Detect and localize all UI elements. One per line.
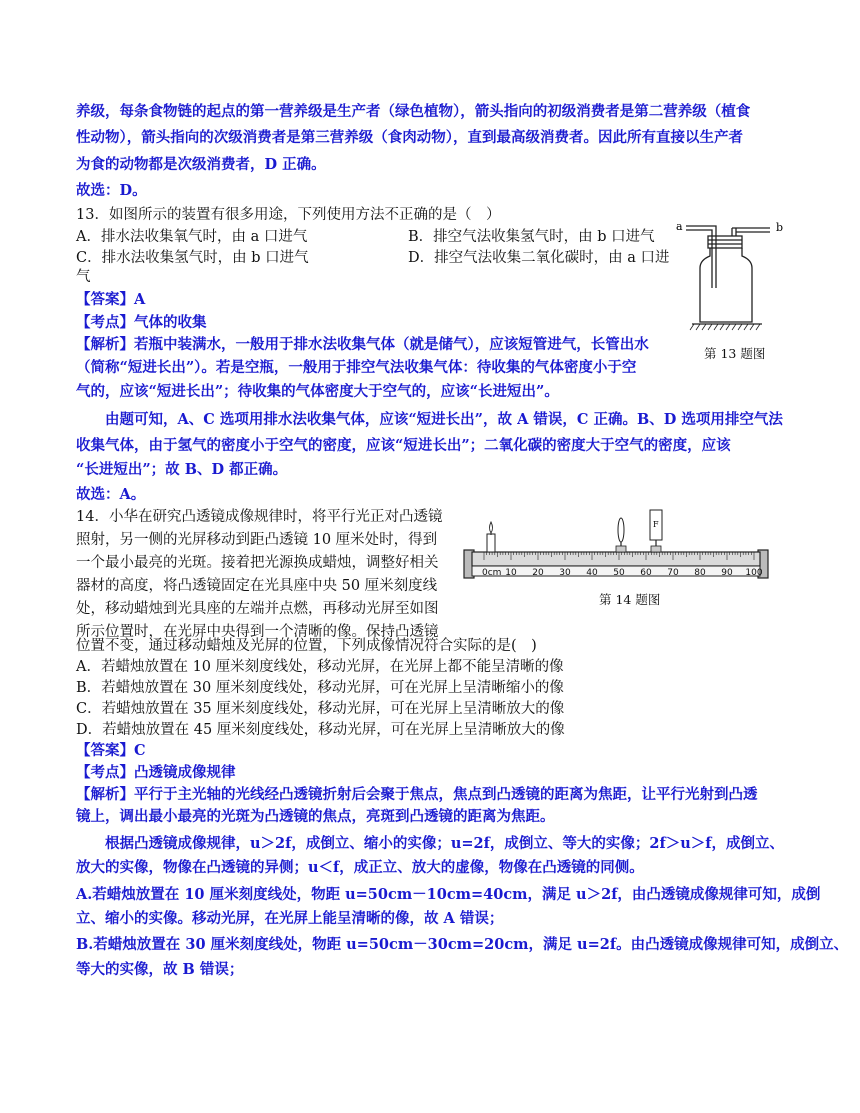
q14-option-c: C．若蜡烛放置在 35 厘米刻度线处，移动光屏，可在光屏上呈清晰放大的像 (76, 701, 565, 717)
bench-tick-label: 30 (559, 568, 571, 578)
q13-option-d-wrap: 气 (76, 269, 91, 285)
fig14-caption: 第 14 题图 (599, 592, 661, 607)
q13-answer: 【答案】A (76, 291, 146, 308)
q13-choice: 故选：A。 (76, 486, 146, 503)
q13-analysis-line-2: （简称“短进长出”）。若是空瓶，一般用于排空气法收集气体：待收集的气体密度小于空 (76, 359, 637, 376)
q13-stem: 13．如图所示的装置有很多用途，下列使用方法不正确的是（ ） (76, 207, 501, 223)
q13-analysis-line-1: 【解析】若瓶中装满水，一般用于排水法收集气体（就是储气），应该短管进气，长管出水 (76, 336, 649, 353)
q14-answer: 【答案】C (76, 742, 146, 759)
q13-point: 【考点】气体的收集 (76, 314, 207, 331)
q14-option-b: B．若蜡烛放置在 30 厘米刻度线处，移动光屏，可在光屏上呈清晰缩小的像 (76, 680, 564, 696)
q14-point: 【考点】凸透镜成像规律 (76, 764, 236, 781)
fig13-label-b: b (776, 221, 784, 234)
q14-stem-line-2: 照射，另一侧的光屏移动到距凸透镜 10 厘米处时，得到 (76, 532, 438, 548)
q14-stem-line-4: 器材的高度，将凸透镜固定在光具座中央 50 厘米刻度线 (76, 578, 438, 594)
bench-tick-label: 80 (694, 568, 706, 578)
q14-analysis-line-5: A.若蜡烛放置在 10 厘米刻度线处，物距 u=50cm－10cm=40cm，满足 u＞2f，由凸透镜成像规律可知，成倒 (76, 886, 821, 903)
candle (487, 522, 495, 552)
bench-tick-label: 90 (721, 568, 733, 578)
q13-analysis-line-6: “长进短出”；故 B、D 都正确。 (76, 461, 288, 478)
light-screen (650, 510, 662, 552)
q12-analysis-line-3: 为食的动物都是次级消费者，D 正确。 (76, 156, 326, 173)
q13-option-c: C．排水法收集氢气时，由 b 口进气 (76, 250, 309, 266)
optical-bench-figure (462, 500, 782, 588)
q13-analysis-line-4: 由题可知，A、C 选项用排水法收集气体，应该“短进长出”，故 A 错误，C 正确。B、D 选项用排空气法 (105, 411, 783, 428)
q13-option-d: D．排空气法收集二氧化碳时，由 a 口进 (408, 250, 670, 266)
bench-tick-label: 0cm (482, 568, 502, 578)
convex-lens (616, 518, 626, 552)
q14-option-a: A．若蜡烛放置在 10 厘米刻度线处，移动光屏，在光屏上都不能呈清晰的像 (76, 659, 564, 675)
q14-stem-line-1: 14．小华在研究凸透镜成像规律时，将平行光正对凸透镜 (76, 509, 443, 525)
screen-image-label: F (653, 520, 659, 529)
bench-tick-label: 100 (745, 568, 763, 578)
q14-analysis-line-3: 根据凸透镜成像规律，u＞2f，成倒立、缩小的实像；u=2f，成倒立、等大的实像；2f＞u＞f，成倒立、 (105, 835, 784, 852)
q14-analysis-line-4: 放大的实像，物像在凸透镜的异侧；u＜f，成正立、放大的虚像，物像在凸透镜的同侧。 (76, 859, 644, 876)
q13-analysis-line-5: 收集气体，由于氢气的密度小于空气的密度，应该“短进长出”；二氧化碳的密度大于空气的密度，应该 (76, 437, 731, 454)
q12-analysis-line-2: 性动物），箭头指向的次级消费者是第三营养级（食肉动物），直到最高级消费者。因此所有直接以生产者 (76, 129, 743, 146)
bench-tick-label: 20 (532, 568, 544, 578)
q13-analysis-line-3: 气的，应该“短进长出”；待收集的气体密度大于空气的，应该“长进短出”。 (76, 383, 559, 400)
q12-analysis-line-1: 养级，每条食物链的起点的第一营养级是生产者（绿色植物），箭头指向的初级消费者是第二营养级（植食 (76, 103, 751, 120)
bench-tick-label: 50 (613, 568, 625, 578)
q14-stem-line-6: 所示位置时，在光屏中央得到一个清晰的像。保持凸透镜 (76, 624, 439, 640)
q14-analysis-line-8: 等大的实像，故 B 错误； (76, 961, 244, 978)
fig13-caption: 第 13 题图 (704, 346, 766, 361)
q13-option-b: B．排空气法收集氢气时，由 b 口进气 (408, 229, 655, 245)
bench-tick-label: 10 (505, 568, 517, 578)
gas-bottle-figure (672, 218, 822, 338)
q14-analysis-line-7: B.若蜡烛放置在 30 厘米刻度线处，物距 u=50cm－30cm=20cm，满足 u=2f。由凸透镜成像规律可知，成倒立、 (76, 936, 849, 953)
q12-choice: 故选：D。 (76, 182, 147, 199)
q14-analysis-line-2: 镜上，调出最小最亮的光斑为凸透镜的焦点，亮斑到凸透镜的距离为焦距。 (76, 808, 555, 825)
q13-option-a: A．排水法收集氧气时，由 a 口进气 (76, 229, 308, 245)
bench-tick-label: 40 (586, 568, 598, 578)
q14-option-d: D．若蜡烛放置在 45 厘米刻度线处，移动光屏，可在光屏上呈清晰放大的像 (76, 722, 565, 738)
q14-analysis-line-1: 【解析】平行于主光轴的光线经凸透镜折射后会聚于焦点，焦点到凸透镜的距离为焦距，让平行光射到凸透 (76, 786, 758, 803)
q14-stem-line-7: 位置不变，通过移动蜡烛及光屏的位置，下列成像情况符合实际的是( ) (76, 638, 537, 654)
fig13-label-a: a (676, 220, 683, 233)
bench-tick-label: 70 (667, 568, 679, 578)
bench-tick-label: 60 (640, 568, 652, 578)
q14-analysis-line-6: 立、缩小的实像。移动光屏，在光屏上能呈清晰的像，故 A 错误； (76, 910, 504, 927)
q14-stem-line-3: 一个最小最亮的光斑。接着把光源换成蜡烛，调整好相关 (76, 555, 439, 571)
q14-stem-line-5: 处，移动蜡烛到光具座的左端并点燃，再移动光屏至如图 (76, 601, 439, 617)
